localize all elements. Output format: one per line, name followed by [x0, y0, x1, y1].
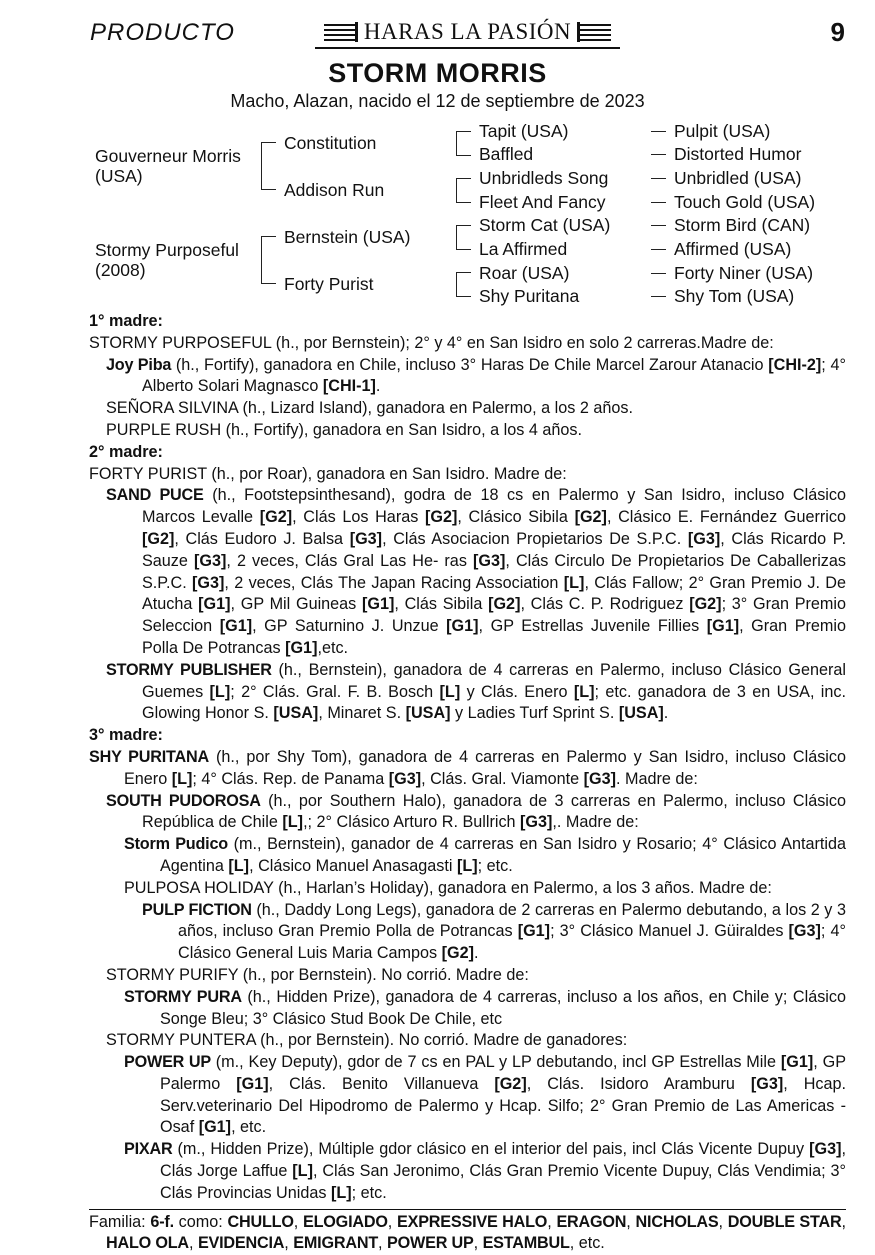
sire-origin: (USA) [95, 166, 143, 187]
family-number: 6-f. [150, 1212, 174, 1231]
family-divider [89, 1209, 846, 1255]
pedigree-gen4-name: Unbridled (USA) [674, 168, 802, 188]
grade-label: [G3] [349, 529, 383, 548]
grade-label: [G1] [446, 617, 479, 636]
grade-label: [G1] [285, 638, 318, 657]
grade-label: [L] [439, 682, 461, 701]
horse-name-bold: PIXAR [124, 1140, 173, 1159]
pedigree-gen4-name: Affirmed (USA) [674, 239, 792, 259]
horse-name-bold: Joy Piba [106, 355, 172, 374]
grade-label: [G1] [198, 595, 231, 614]
grade-label: [G3] [788, 922, 821, 941]
pedigree-gen3-name: Unbridleds Song [479, 168, 609, 188]
family-horse: ESTAMBUL [482, 1234, 570, 1253]
pedigree-gen4-name: Touch Gold (USA) [674, 192, 816, 212]
grade-label: [G2] [689, 595, 722, 614]
grade-label: [L] [171, 769, 193, 788]
section-heading: 1° madre: [89, 312, 163, 330]
family-horse: CHULLO [227, 1212, 294, 1231]
family-horse: ERAGON [556, 1212, 627, 1231]
pedigree-dam [95, 240, 239, 280]
pedigree-gen4-name: Distorted Humor [674, 144, 802, 164]
pedigree-dash [651, 225, 666, 226]
family-horse: ELOGIADO [303, 1212, 388, 1231]
grade-label: [G1] [198, 1118, 232, 1137]
pedigree-gen2-name: Addison Run [284, 180, 385, 200]
pedigree-dash [651, 131, 666, 132]
pedigree-gen3-name: Fleet And Fancy [479, 192, 606, 212]
horse-name-bold: STORMY PUBLISHER [106, 660, 272, 679]
dam-entry: SHY PURITANA (h., por Shy Tom), ganadora de 4 carreras en Palermo y San Isidro, incluso Clásico Enero [L]; 4° Clás. Rep. de Panama [G3], Clás. Gral. Viamonte [G3]. Madre de: [89, 747, 846, 788]
offspring-entry: STORMY PURA (h., Hidden Prize), ganadora de 4 carreras, incluso a los años, en Chile y; Clásico Songe Bleu; 3° Clásico Stud Book De Chile, etc [124, 987, 846, 1028]
pedigree-dash [651, 273, 666, 274]
grade-label: [G2] [424, 508, 458, 527]
offspring-entry: Joy Piba (h., Fortify), ganadora en Chile, incluso 3° Haras De Chile Marcel Zarour Atanacio [CHI-2]; 4° Alberto Solari Magnasco [CHI-1]. [106, 355, 846, 396]
grade-label: [G1] [219, 617, 253, 636]
grade-label: [L] [292, 1162, 313, 1181]
section-label: PRODUCTO [90, 19, 235, 46]
pedigree-gen4-name: Pulpit (USA) [674, 121, 771, 141]
offspring-entry: SOUTH PUDOROSA (h., por Southern Halo), ganadora de 3 carreras en Palermo, incluso Clásico República de Chile [L],; 2° Clásico Arturo R. Bullrich [G3],. Madre de: [106, 791, 846, 832]
horse-name-bold: PULP FICTION [142, 900, 252, 919]
pedigree-bracket [261, 142, 276, 190]
pedigree-gen4-name: Storm Bird (CAN) [674, 215, 811, 235]
offspring-entry: PULP FICTION (h., Daddy Long Legs), ganadora de 2 carreras en Palermo debutando, a los 2 y 3 años, incluso Gran Premio Polla de Potrancas [G1]; 3° Clásico Manuel J. Güiraldes [G3]; 4° Clásico General Luis Maria Campos [G2]. [142, 900, 846, 963]
pedigree-gen2-name: Constitution [284, 133, 377, 153]
pedigree-gen3-name: Shy Puritana [479, 286, 580, 306]
offspring-entry: STORMY PURIFY (h., por Bernstein). No corrió. Madre de: [106, 965, 529, 984]
page-number: 9 [830, 17, 845, 47]
pedigree-sire [95, 146, 241, 186]
pedigree-bracket [456, 131, 471, 156]
pedigree-dash [651, 296, 666, 297]
grade-label: [CHI-2] [768, 355, 822, 374]
grade-label: [L] [573, 682, 595, 701]
dam-name: Stormy Purposeful [95, 240, 239, 260]
dam-entry: FORTY PURIST (h., por Roar), ganadora en San Isidro. Madre de: [89, 464, 567, 483]
grade-label: [L] [563, 573, 585, 592]
family-horse: NICHOLAS [635, 1212, 719, 1231]
offspring-entry: POWER UP (m., Key Deputy), gdor de 7 cs en PAL y LP debutando, incl GP Estrellas Mile [G1], GP Palermo [G1], Clás. Benito Villanueva [G2], Clás. Isidoro Aramburu [G3], Hcap. Serv.veterinario Del Hipodromo de Palermo y Hcap. Silfo; 2° Gran Premio de Las Americas - Osaf [G1], etc. [124, 1053, 846, 1137]
grade-label: [USA] [405, 704, 451, 723]
grade-label: [L] [330, 1183, 352, 1202]
grade-label: [L] [456, 856, 478, 875]
grade-label: [G3] [687, 529, 721, 548]
grade-label: [G2] [574, 508, 607, 527]
pedigree-gen2-name: Forty Purist [284, 274, 374, 294]
offspring-entry: Storm Pudico (m., Bernstein), ganador de 4 carreras en San Isidro y Rosario; 4° Clásico Antartida Agentina [L], Clásico Manuel Anasagasti [L]; etc. [124, 835, 846, 875]
horse-name-bold: POWER UP [124, 1053, 211, 1072]
offspring-entry: SEÑORA SILVINA (h., Lizard Island), ganadora en Palermo, a los 2 años. [106, 399, 633, 418]
offspring-entry: PULPOSA HOLIDAY (h., Harlan’s Holiday), ganadora en Palermo, a los 3 años. Madre de: [124, 878, 772, 897]
family-horse: DOUBLE STAR [727, 1212, 842, 1231]
grade-label: [G2] [494, 1074, 527, 1093]
horse-name-bold: SAND PUCE [106, 486, 204, 505]
grade-label: [G2] [259, 508, 293, 527]
grade-label: [G3] [473, 551, 506, 570]
family-horse: HALO OLA [106, 1234, 189, 1253]
grade-label: [USA] [273, 704, 319, 723]
pedigree-gen4-name: Forty Niner (USA) [674, 263, 814, 283]
pedigree-gen3-name: Baffled [479, 144, 534, 164]
pedigree-gen4-name: Shy Tom (USA) [674, 286, 795, 306]
pedigree-dash [651, 249, 666, 250]
pedigree-dash [651, 154, 666, 155]
grade-label: [L] [282, 813, 304, 832]
family-horse: EXPRESSIVE HALO [397, 1212, 548, 1231]
grade-label: [G2] [441, 944, 474, 963]
pedigree-dash [651, 202, 666, 203]
sire-name: Gouverneur Morris [95, 146, 241, 166]
pedigree-bracket [456, 272, 471, 297]
horse-name: STORM MORRIS [328, 58, 547, 88]
offspring-entry: PURPLE RUSH (h., Fortify), ganadora en San Isidro, a los 4 años. [106, 420, 582, 439]
horse-name-bold: Storm Pudico [124, 835, 228, 854]
left-bars-icon [324, 22, 358, 42]
grade-label: [G3] [583, 769, 617, 788]
grade-label: [G3] [192, 573, 225, 592]
offspring-entry: SAND PUCE (h., Footstepsinthesand), godra de 18 cs en Palermo y San Isidro, incluso Clásico Marcos Levalle [G2], Clás Los Haras [G2], Clásico Sibila [G2], Clásico E. Fernández Guerrico [G2], Clás Eudoro J. Balsa [G3], Clás Asociacion Propietarios De S.P.C. [G3], Clás Ricardo P. Sauze [G3], 2 veces, Clás Gral Las He- ras [G3], Clás Circulo De Propietarios De Caballerizas S.P.C. [G3], 2 veces, Clás The Japan Racing Association [L], Clás Fallow; 2° Gran Premio J. De Atucha [G1], GP Mil Guineas [G1], Clás Sibila [G2], Clás C. P. Rodriguez [G2]; 3° Gran Premio Seleccion [G1], GP Saturnino J. Unzue [G1], GP Estrellas Juvenile Fillies [G1], Gran Premio Polla De Potrancas [G1],etc. [106, 486, 847, 657]
offspring-entry: PIXAR (m., Hidden Prize), Múltiple gdor clásico en el interior del pais, incl Clás Vicente Dupuy [G3], Clás Jorge Laffue [L], Clás San Jeronimo, Clás Gran Premio Vicente Dupuy, Clás Vendimia; 3° Clás Provincias Unidas [L]; etc. [124, 1140, 846, 1202]
pedigree-gen3-name: La Affirmed [479, 239, 568, 259]
section-heading: 3° madre: [89, 726, 163, 745]
grade-label: [G1] [780, 1053, 814, 1072]
family-horse: POWER UP [387, 1234, 474, 1253]
brand-logo [315, 17, 620, 49]
grade-label: [G1] [362, 595, 395, 614]
grade-label: [G3] [194, 551, 227, 570]
section-heading: 2° madre: [89, 442, 163, 461]
grade-label: [G3] [520, 813, 553, 832]
grade-label: [CHI-1] [322, 377, 376, 396]
grade-label: [G2] [142, 529, 175, 548]
offspring-entry: STORMY PUNTERA (h., por Bernstein). No corrió. Madre de ganadores: [106, 1031, 628, 1050]
dam-entry: STORMY PURPOSEFUL (h., por Bernstein); 2° y 4° en San Isidro en solo 2 carreras.Madre de: [89, 333, 774, 352]
horse-description: Macho, Alazan, nacido el 12 de septiembre de 2023 [230, 91, 645, 111]
grade-label: [G1] [517, 922, 551, 941]
pedigree-bracket [456, 225, 471, 250]
pedigree-gen2-name: Bernstein (USA) [284, 227, 411, 247]
pedigree-bracket [261, 236, 276, 284]
pedigree-dash [651, 178, 666, 179]
pedigree-bracket [456, 178, 471, 203]
grade-label: [L] [228, 856, 250, 875]
brand-name: HARAS LA PASIÓN [363, 19, 572, 44]
family-horse: EMIGRANT [293, 1234, 379, 1253]
right-bars-icon [577, 22, 611, 42]
grade-label: [G1] [236, 1074, 269, 1093]
grade-label: [G3] [388, 769, 422, 788]
horse-name-bold: STORMY PURA [124, 987, 242, 1006]
grade-label: [G2] [488, 595, 521, 614]
horse-name-bold: SHY PURITANA [89, 747, 209, 766]
grade-label: [G3] [750, 1074, 784, 1093]
dam-year: (2008) [95, 260, 146, 281]
horse-name-bold: SOUTH PUDOROSA [106, 791, 261, 810]
grade-label: [L] [209, 682, 231, 701]
grade-label: [USA] [618, 704, 664, 723]
grade-label: [G1] [706, 617, 740, 636]
pedigree-gen3-name: Tapit (USA) [479, 121, 569, 141]
grade-label: [G3] [809, 1140, 842, 1159]
female-family-text [89, 311, 846, 1255]
pedigree-gen3-name: Roar (USA) [479, 263, 570, 283]
family-line: Familia: 6-f. como: CHULLO, ELOGIADO, EXPRESSIVE HALO, ERAGON, NICHOLAS, DOUBLE STAR, HALO OLA, EVIDENCIA, EMIGRANT, POWER UP, ESTAMBUL, etc. [89, 1212, 846, 1253]
family-horse: EVIDENCIA [197, 1234, 285, 1253]
pedigree-gen3-name: Storm Cat (USA) [479, 215, 611, 235]
offspring-entry: STORMY PUBLISHER (h., Bernstein), ganadora de 4 carreras en Palermo, incluso Clásico General Guemes [L]; 2° Clás. Gral. F. B. Bosch [L] y Clás. Enero [L]; etc. ganadora de 3 en USA, inc. Glowing Honor S. [USA], Minaret S. [USA] y Ladies Turf Sprint S. [USA]. [106, 660, 846, 723]
